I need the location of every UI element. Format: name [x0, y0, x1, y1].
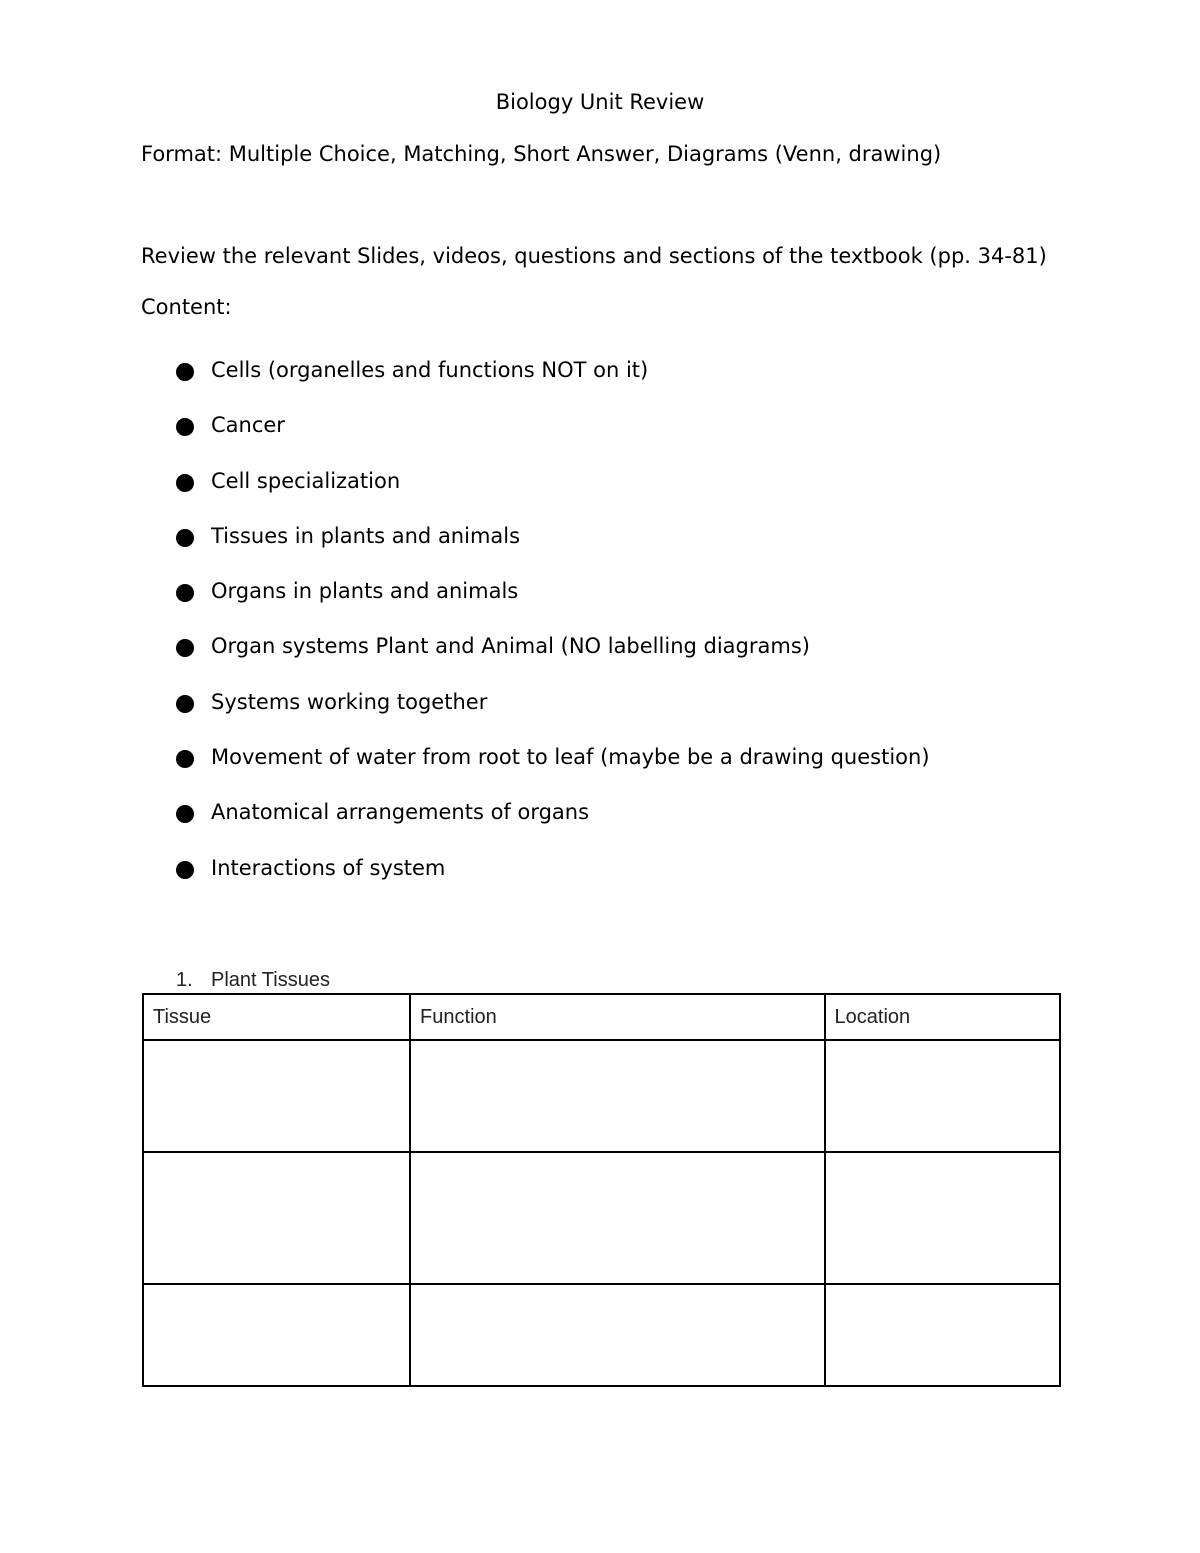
list-item-text: Organs in plants and animals — [211, 579, 519, 604]
table-cell[interactable] — [143, 1152, 410, 1284]
list-item — [176, 467, 930, 522]
list-item-text: Systems working together — [211, 689, 488, 714]
section-heading — [176, 968, 330, 992]
bullet-icon — [176, 639, 194, 657]
table-row — [143, 1284, 1060, 1386]
table-cell[interactable] — [825, 1152, 1060, 1284]
bullet-icon — [176, 418, 194, 436]
list-item-text: Cells (organelles and functions NOT on it) — [211, 358, 649, 382]
list-item-text: Organ systems Plant and Animal (NO labelling diagrams) — [211, 634, 810, 659]
table-row — [143, 1040, 1060, 1152]
table-cell[interactable] — [143, 1284, 410, 1386]
list-item-text: Tissues in plants and animals — [211, 523, 521, 548]
format-line: Format: Multiple Choice, Matching, Short Answer, Diagrams (Venn, drawing) — [141, 142, 942, 166]
list-item — [176, 688, 930, 743]
page-title: Biology Unit Review — [495, 90, 705, 114]
bullet-icon — [176, 584, 194, 602]
list-item — [176, 854, 930, 909]
list-item — [176, 798, 930, 853]
list-item — [176, 577, 930, 632]
table-cell[interactable] — [410, 1152, 824, 1284]
bullet-icon — [176, 695, 194, 713]
table-cell[interactable] — [825, 1040, 1060, 1152]
list-item — [176, 632, 930, 687]
bullet-icon — [176, 474, 194, 492]
column-header-function: Function — [410, 994, 824, 1040]
content-label: Content: — [141, 295, 232, 319]
list-item — [176, 411, 930, 466]
bullet-icon — [176, 529, 194, 547]
list-item-text: Anatomical arrangements of organs — [211, 800, 590, 825]
section-number: 1. — [176, 969, 193, 991]
table-cell[interactable] — [410, 1284, 824, 1386]
table-cell[interactable] — [825, 1284, 1060, 1386]
list-item — [176, 522, 930, 577]
column-header-tissue: Tissue — [143, 994, 410, 1040]
list-item — [176, 356, 930, 411]
table-cell[interactable] — [410, 1040, 824, 1152]
content-list — [176, 356, 930, 909]
list-item-text: Interactions of system — [211, 855, 446, 880]
table-row — [143, 1152, 1060, 1284]
list-item-text: Cell specialization — [211, 468, 401, 493]
table-header-row — [143, 994, 1060, 1040]
bullet-icon — [176, 363, 194, 381]
review-instructions: Review the relevant Slides, videos, questions and sections of the textbook (pp. 34-81) — [141, 244, 1047, 268]
list-item — [176, 743, 930, 798]
bullet-icon — [176, 805, 194, 823]
section-title: Plant Tissues — [211, 969, 330, 991]
column-header-location: Location — [825, 994, 1060, 1040]
plant-tissues-table — [142, 993, 1061, 1387]
table-cell[interactable] — [143, 1040, 410, 1152]
bullet-icon — [176, 861, 194, 879]
list-item-text: Movement of water from root to leaf (maybe be a drawing question) — [211, 745, 930, 770]
list-item-text: Cancer — [211, 413, 285, 438]
bullet-icon — [176, 750, 194, 768]
